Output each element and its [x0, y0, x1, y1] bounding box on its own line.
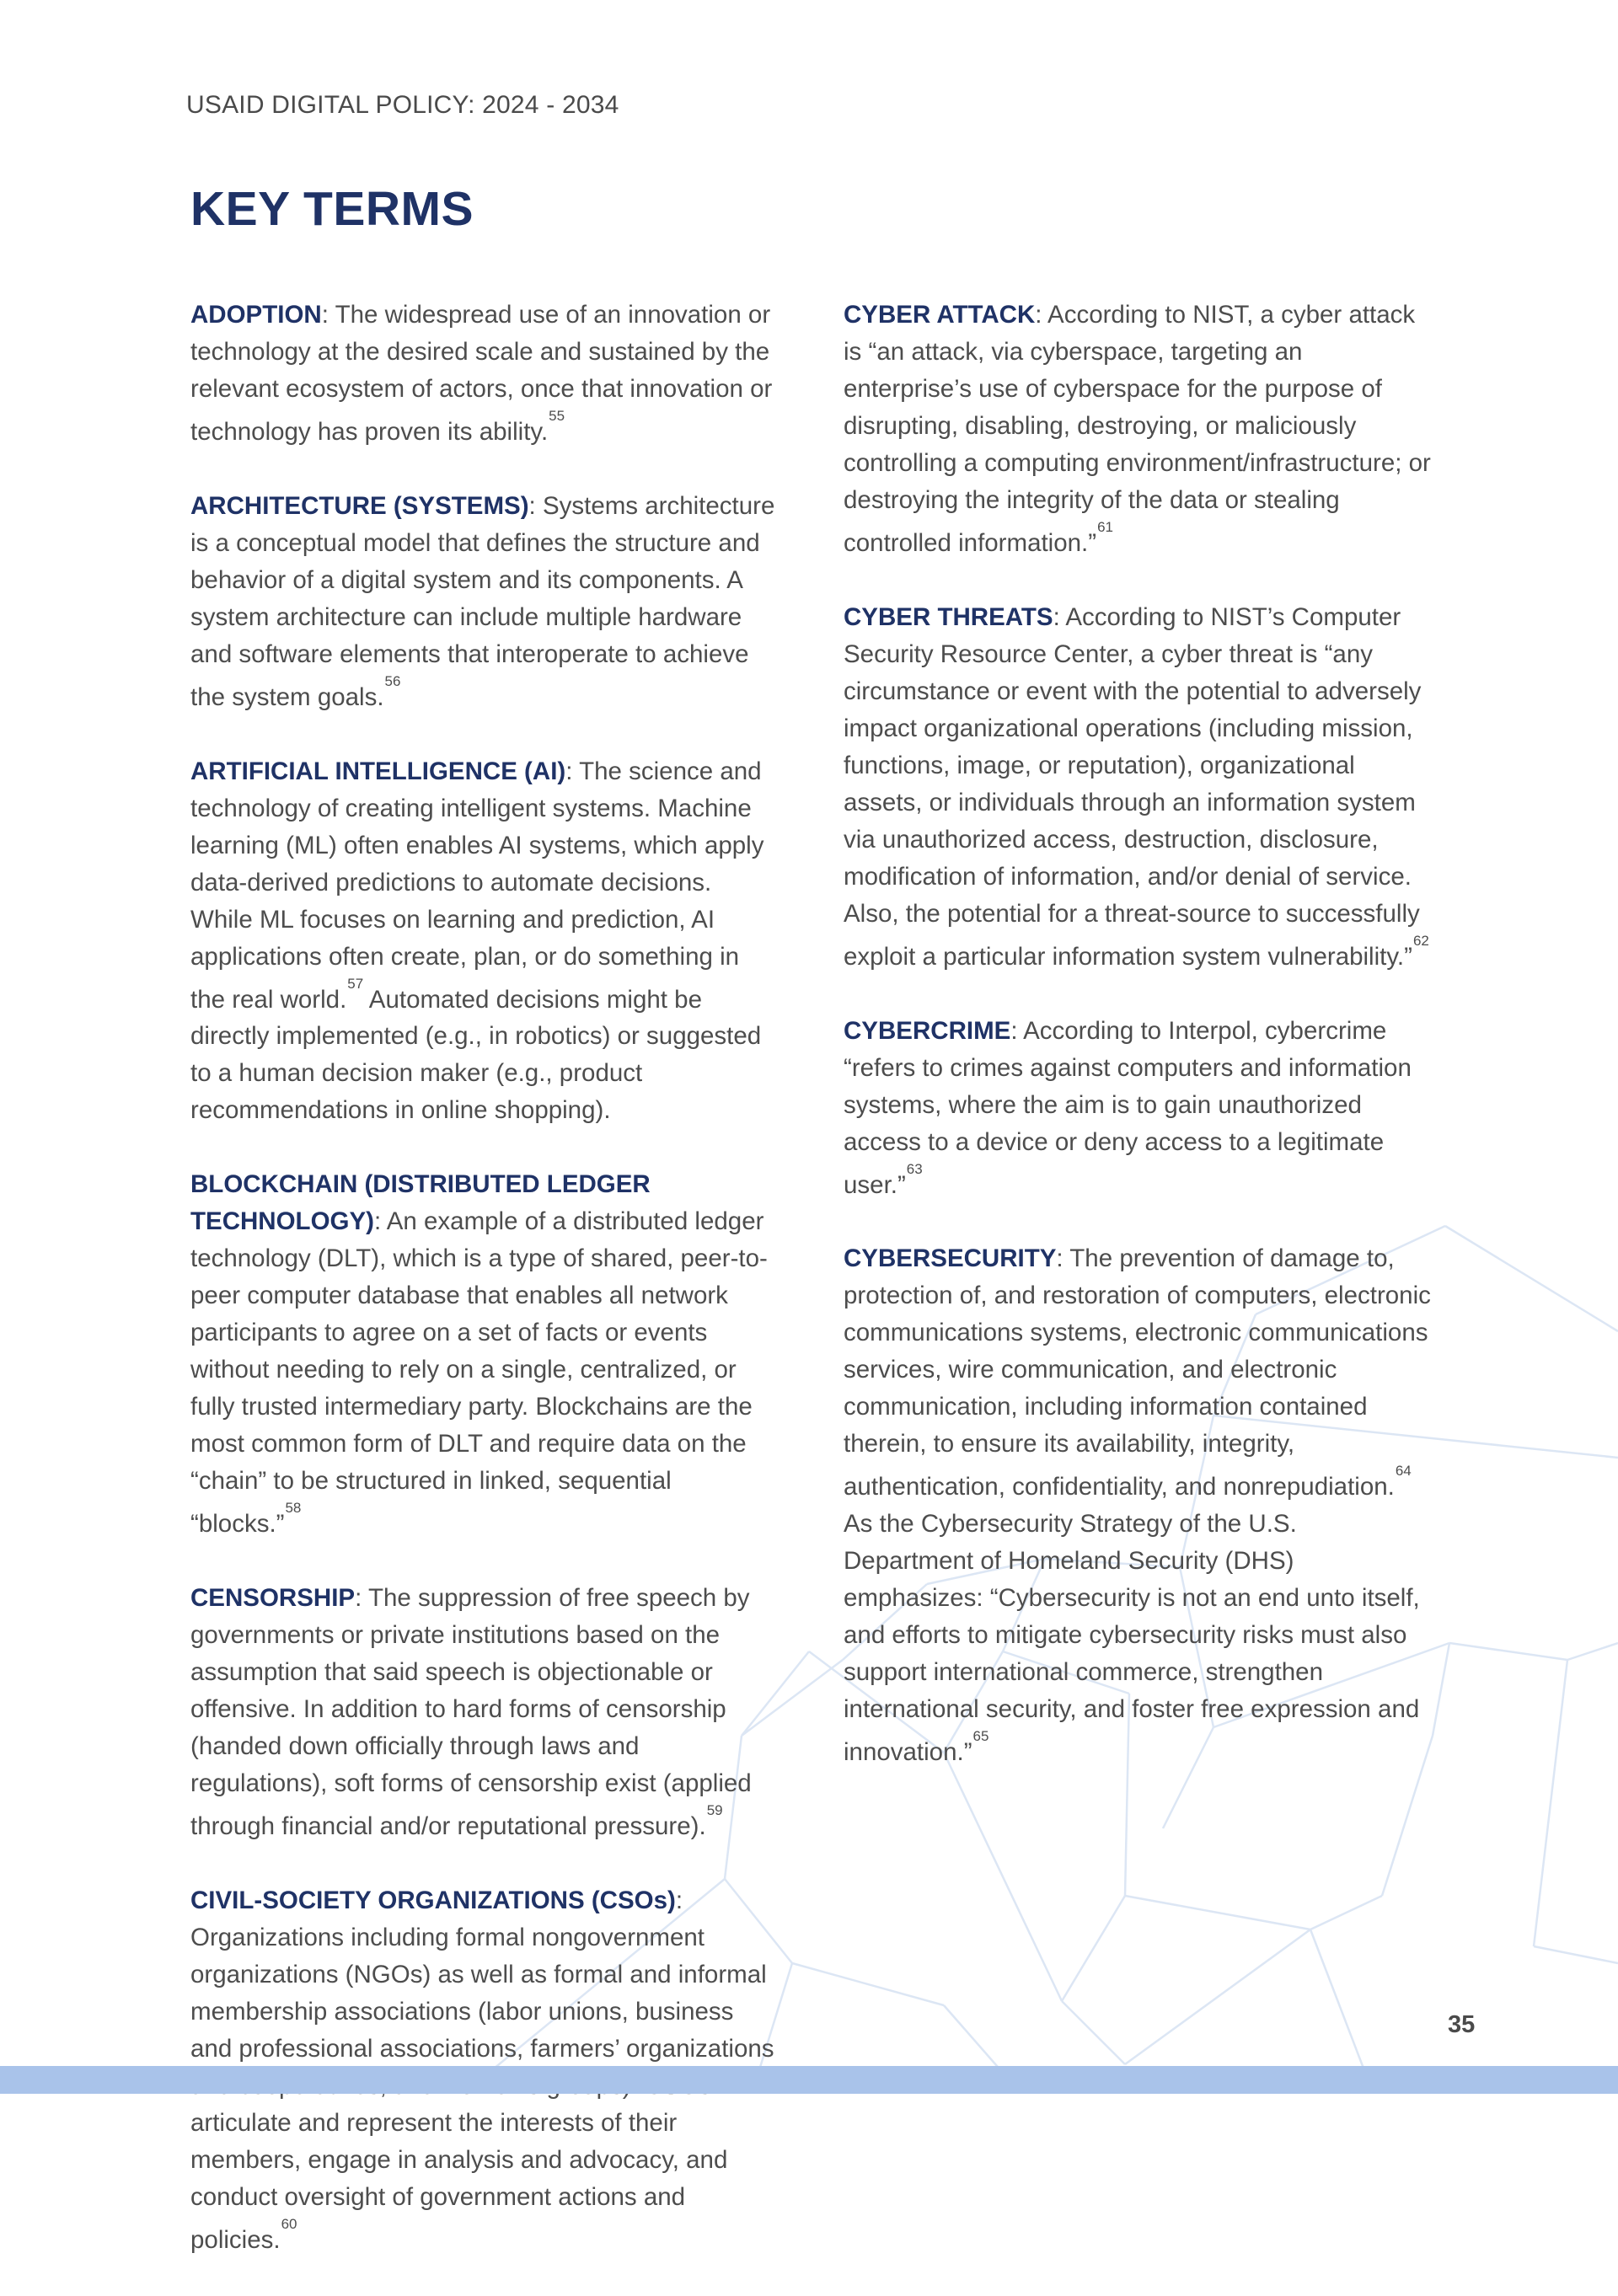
term-entry-civil-society-organizations: CIVIL-SOCIETY ORGANIZATIONS (CSOs): Organizations including formal nongovernment organizations (NGOs) as well as formal and informal membership associations (labor unions, business and professional associations, farmers’ organizations articulate and represent the interests of their members, engage in analysis and advocacy, and conduct oversight of government actions and policies.$^{60}$: [190, 1887, 774, 2254]
terms-column-right: [844, 297, 1433, 1808]
term-definition: The prevention of damage to, protection of, and restoration of computers, electronic communications systems, electronic communications services, wire communication, and electronic communication, including information contained therein, to ensure its availability, integrity, authentication, confidentiality, and nonrepudiation.: [844, 1244, 1431, 1501]
term-entry-architecture: ARCHITECTURE (SYSTEMS): Systems architecture is a conceptual model that defines the structure and behavior of a digital system and its components. A system architecture can include multiple hardware and software elements that interoperate to achieve the system goals.$^{56}$: [190, 491, 775, 711]
term-definition: Organizations including formal nongovernment organizations (NGOs) as well as formal and informal membership associations (labor unions, business and professional associations, farmers’ organizations articulate and represent the interests of their members, engage in analysis and advocacy, and conduct oversight of government actions and policies.: [190, 1924, 774, 2254]
term-entry-cyber-threats: CYBER THREATS: According to NIST’s Computer Security Resource Center, a cyber threat is “any circumstance or event with the potential to adversely impact organizational operations (including mission, functions, image, or reputation), organizational assets, or individuals through an information system via unauthorized access, destruction, disclosure, modification of information, and/or denial of service. Also, the potential for a threat-source to successfully exploit a particular information system vulnerability.”$^{62}$: [844, 602, 1429, 971]
term-definition: Systems architecture is a conceptual model that defines the structure and behavior of a digital system and its components. A system architecture can include multiple hardware and software elements that interoperate to achieve the system goals.: [190, 491, 775, 711]
term-label: CYBERCRIME: [844, 1016, 1011, 1045]
footnote-marker: 62: [1412, 932, 1429, 949]
term-label: CYBERSECURITY: [844, 1244, 1057, 1273]
footnote-marker: 56: [384, 672, 401, 689]
page-title: KEY TERMS: [190, 182, 474, 236]
terms-column-left: [190, 297, 780, 2296]
term-entry-cyber-attack: CYBER ATTACK: According to NIST, a cyber attack is “an attack, via cyberspace, targeting an enterprise’s use of cyberspace for the purpose of disrupting, disabling, destroying, or maliciously controlling a computing environment/infrastructure; or destroying the integrity of the data or stealing controlled information.”$^{61}$: [844, 301, 1431, 557]
term-label: CENSORSHIP: [190, 1584, 356, 1613]
footnote-marker: 59: [706, 1802, 723, 1819]
term-entry-cybersecurity: CYBERSECURITY: The prevention of damage to, protection of, and restoration of computers, electronic communications systems, electronic communications services, wire communication, and electronic communication, including information contained therein, to ensure its availability, integrity, authentication, confidentiality, and nonrepudiation.$^{64}$ As the Cybersecurity Strategy of the U.S. Department of Homeland Security (DHS) emphasizes: “Cybersecurity is not an end unto itself, and efforts to mitigate cybersecurity risks must also support international commerce, strengthen international security, and foster free expression and innovation.”$^{65}$: [844, 1244, 1431, 1767]
term-definition: The suppression of free speech by governments or private institutions based on the assumption that said speech is objectionable or offensive. In addition to hard forms of censorship (handed down officially through laws and regulations), soft forms of censorship exist (applied through financial and/or reputational pressure).: [190, 1584, 752, 1841]
footnote-marker: 57: [347, 975, 364, 992]
running-header: USAID DIGITAL POLICY: 2024 - 2034: [186, 91, 619, 119]
term-label: CIVIL-SOCIETY ORGANIZATIONS (CSOs): [190, 1887, 676, 1915]
term-definition-continued: As the Cybersecurity Strategy of the U.S. Department of Homeland Security (DHS) emphasizes: “Cybersecurity is not an end unto itself, and efforts to mitigate cybersecurity risks must also support international commerce, strengthen international security, and foster free expression and innovation.”: [844, 1510, 1420, 1767]
term-entry-censorship: CENSORSHIP: The suppression of free speech by governments or private institutions based on the assumption that said speech is objectionable or offensive. In addition to hard forms of censorship (handed down officially through laws and regulations), soft forms of censorship exist (applied through financial and/or reputational pressure).$^{59}$: [190, 1584, 752, 1841]
footnote-marker: 61: [1097, 519, 1113, 535]
footer-bar: [0, 2066, 1618, 2094]
term-entry-blockchain: BLOCKCHAIN (DISTRIBUTED LEDGER TECHNOLOGY): An example of a distributed ledger technology (DLT), which is a type of shared, peer-to-peer computer database that enables all network participants to agree on a set of facts or events without needing to rely on a single, centralized, or fully trusted intermediary party. Blockchains are the most common form of DLT and require data on the “chain” to be structured in linked, sequential “blocks.”$^{58}$: [190, 1170, 768, 1539]
term-label: CYBER ATTACK: [844, 301, 1036, 329]
footnote-marker: 64: [1395, 1463, 1412, 1480]
footnote-marker: 55: [549, 408, 565, 424]
page-number: 35: [1448, 2011, 1476, 2038]
term-entry-adoption: ADOPTION: The widespread use of an innovation or technology at the desired scale and sustained by the relevant ecosystem of actors, once that innovation or technology has proven its ability.$^{55}$: [190, 301, 773, 446]
term-label: CYBER THREATS: [844, 602, 1053, 631]
term-definition: According to NIST’s Computer Security Resource Center, a cyber threat is “any circumstance or event with the potential to adversely impact organizational operations (including mission, functions, image, or reputation), organizational assets, or individuals through an information system via unauthorized access, destruction, disclosure, modification of information, and/or denial of service. Also, the potential for a threat-source to successfully exploit a particular information system vulnerability.”: [844, 602, 1422, 971]
term-label: ARCHITECTURE (SYSTEMS): [190, 491, 529, 520]
term-entry-artificial-intelligence: ARTIFICIAL INTELLIGENCE (AI): The science and technology of creating intelligent systems. Machine learning (ML) often enables AI systems, which apply data-derived predictions to automate decisions. While ML focuses on learning and prediction, AI applications often create, plan, or do something in the real world.$^{57}$ Automated decisions might be directly implemented (e.g., in robotics) or suggested to a human decision maker (e.g., product recommendations in online shopping).: [190, 757, 764, 1125]
footnote-marker: 58: [285, 1500, 302, 1517]
term-definition: The science and technology of creating intelligent systems. Machine learning (ML) often enables AI systems, which apply data-derived predictions to automate decisions. While ML focuses on learning and prediction, AI applications often create, plan, or do something in the real world.: [190, 757, 764, 1014]
term-definition: According to Interpol, cybercrime “refers to crimes against computers and information systems, where the aim is to gain unauthorized access to a device or deny access to a legitimate user.”: [844, 1016, 1412, 1199]
footnote-marker: 60: [281, 2216, 297, 2233]
term-definition-continued: Automated decisions might be directly implemented (e.g., in robotics) or suggested to a human decision maker (e.g., product recommendations in online shopping).: [190, 985, 762, 1125]
term-entry-cybercrime: CYBERCRIME: According to Interpol, cybercrime “refers to crimes against computers and information systems, where the aim is to gain unauthorized access to a device or deny access to a legitimate user.”$^{63}$: [844, 1016, 1412, 1199]
term-definition: According to NIST, a cyber attack is “an attack, via cyberspace, targeting an enterprise’s use of cyberspace for the purpose of disrupting, disabling, destroying, or maliciously controlling a computing environment/infrastructure; or destroying the integrity of the data or stealing controlled information.”: [844, 301, 1431, 557]
footnote-marker: 63: [906, 1160, 923, 1177]
term-label: ADOPTION: [190, 301, 322, 329]
term-definition: The widespread use of an innovation or technology at the desired scale and sustained by the relevant ecosystem of actors, once that innovation or technology has proven its ability.: [190, 301, 773, 446]
term-label: BLOCKCHAIN (DISTRIBUTED LEDGER TECHNOLOGY): [190, 1170, 651, 1236]
term-definition: An example of a distributed ledger technology (DLT), which is a type of shared, peer-to-peer computer database that enables all network participants to agree on a set of facts or events without needing to rely on a single, centralized, or fully trusted intermediary party. Blockchains are the most common form of DLT and require data on the “chain” to be structured in linked, sequential “blocks.”: [190, 1207, 768, 1539]
term-label: ARTIFICIAL INTELLIGENCE (AI): [190, 757, 566, 785]
footnote-marker: 65: [972, 1728, 989, 1745]
